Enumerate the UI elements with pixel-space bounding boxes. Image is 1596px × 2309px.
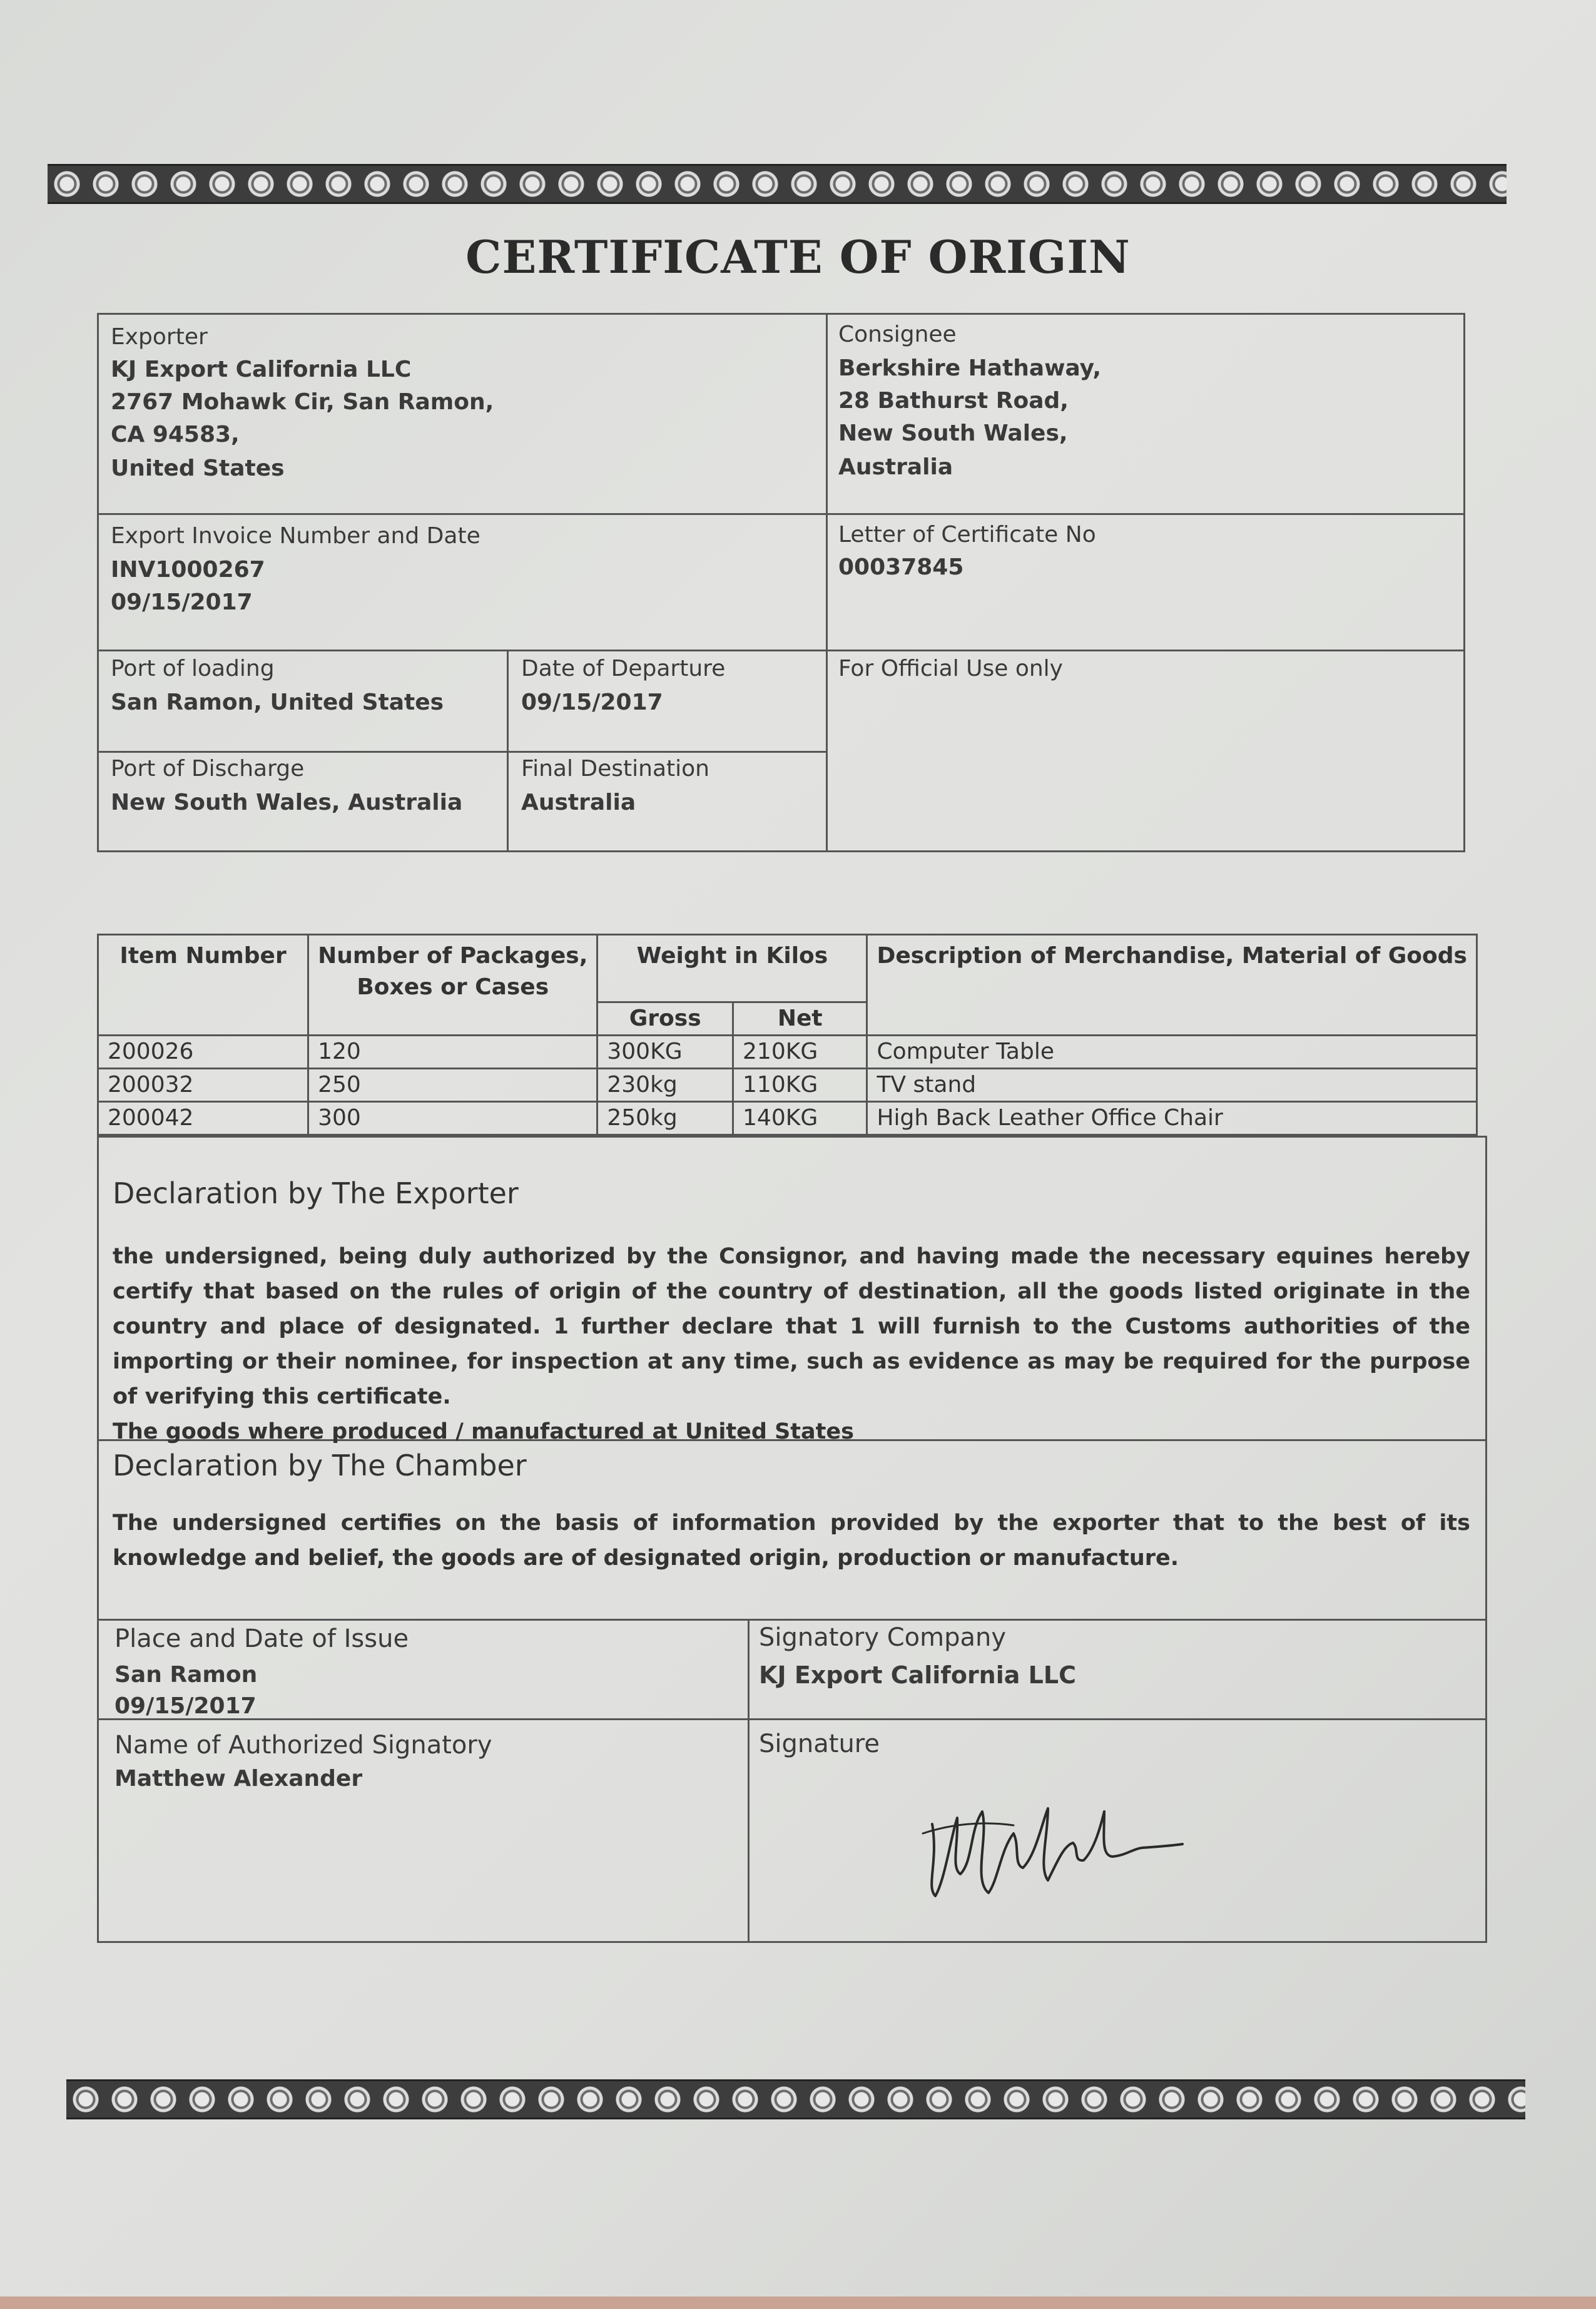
consignee-address-2: New South Wales, xyxy=(838,421,1068,446)
cell-description: High Back Leather Office Chair xyxy=(867,1102,1477,1135)
exporter-address-2: CA 94583, xyxy=(111,422,240,447)
issue-place: San Ramon xyxy=(114,1662,258,1688)
cell-packages: 250 xyxy=(308,1069,597,1102)
decorative-top-border xyxy=(48,164,1507,204)
cell-item: 200042 xyxy=(98,1102,308,1135)
final-destination-value: Australia xyxy=(521,790,636,815)
authorized-signatory-name: Matthew Alexander xyxy=(114,1766,363,1792)
chamber-declaration-text: The undersigned certifies on the basis of information provided by the exporter that to the best of its knowledge and belief, the goods are of designated origin, production or manufacture. xyxy=(113,1511,1470,1571)
cell-description: Computer Table xyxy=(867,1036,1477,1069)
official-use-label: For Official Use only xyxy=(838,656,1063,681)
header-packages-line-2: Boxes or Cases xyxy=(357,974,549,1000)
header-net: Net xyxy=(733,1002,867,1036)
departure-label: Date of Departure xyxy=(521,656,726,681)
exporter-declaration-body: the undersigned, being duly authorized by the Consignor, and having made the necessary equines hereby certify that based on the rules of origin of the country of destination, all the goods listed originate in the country and place of designated. 1 further declare that 1 will furnish to the Customs authorities of the importing or their nominee, for inspection at any time, such as evidence as may be required for the purpose of verifying this certificate. xyxy=(113,1244,1470,1409)
header-gross: Gross xyxy=(597,1002,733,1036)
authorized-signatory-label: Name of Authorized Signatory xyxy=(114,1731,492,1760)
cell-net: 110KG xyxy=(733,1069,867,1102)
exporter-address-1: 2767 Mohawk Cir, San Ramon, xyxy=(111,389,494,415)
signatory-company-label: Signatory Company xyxy=(759,1623,1007,1652)
cell-description: TV stand xyxy=(867,1069,1477,1102)
port-discharge-label: Port of Discharge xyxy=(111,756,305,782)
signature-label: Signature xyxy=(759,1730,880,1758)
header-packages-line-1: Number of Packages, xyxy=(318,943,588,969)
port-discharge-value: New South Wales, Australia xyxy=(111,790,463,815)
port-loading-value: San Ramon, United States xyxy=(111,690,444,715)
invoice-number: INV1000267 xyxy=(111,557,265,583)
table-row xyxy=(98,1036,1477,1069)
departure-date: 09/15/2017 xyxy=(521,690,663,715)
items-table xyxy=(97,934,1478,1136)
exporter-declaration-title: Declaration by The Exporter xyxy=(113,1176,519,1210)
exporter-declaration-produced: The goods where produced / manufactured at United States xyxy=(113,1419,854,1444)
cell-item: 200032 xyxy=(98,1069,308,1102)
exporter-declaration-text xyxy=(113,1239,1470,1449)
header-weight: Weight in Kilos xyxy=(597,935,867,1002)
header-packages xyxy=(308,935,597,1036)
exporter-label: Exporter xyxy=(111,324,208,350)
cell-packages: 120 xyxy=(308,1036,597,1069)
header-description: Description of Merchandise, Material of Goods xyxy=(867,935,1477,1036)
exporter-name: KJ Export California LLC xyxy=(111,357,412,382)
issue-label: Place and Date of Issue xyxy=(114,1624,409,1653)
page-title: CERTIFICATE OF ORIGIN xyxy=(465,230,1131,283)
table-row xyxy=(98,1069,1477,1102)
letter-certificate-number: 00037845 xyxy=(838,554,964,580)
final-destination-label: Final Destination xyxy=(521,756,709,782)
table-row xyxy=(98,1102,1477,1135)
cell-gross: 300KG xyxy=(597,1036,733,1069)
consignee-label: Consignee xyxy=(838,322,957,347)
invoice-date: 09/15/2017 xyxy=(111,589,253,615)
letter-certificate-label: Letter of Certificate No xyxy=(838,522,1096,548)
cell-net: 210KG xyxy=(733,1036,867,1069)
chamber-declaration-title: Declaration by The Chamber xyxy=(113,1449,527,1482)
cell-item: 200026 xyxy=(98,1036,308,1069)
port-loading-label: Port of loading xyxy=(111,656,275,681)
header-item-number: Item Number xyxy=(98,935,308,1036)
issue-date: 09/15/2017 xyxy=(114,1693,257,1719)
cell-net: 140KG xyxy=(733,1102,867,1135)
handwritten-signature xyxy=(913,1787,1189,1912)
consignee-name: Berkshire Hathaway, xyxy=(838,355,1101,381)
invoice-label: Export Invoice Number and Date xyxy=(111,523,480,549)
cell-gross: 230kg xyxy=(597,1069,733,1102)
cell-packages: 300 xyxy=(308,1102,597,1135)
cell-gross: 250kg xyxy=(597,1102,733,1135)
signatory-company-value: KJ Export California LLC xyxy=(759,1661,1076,1689)
decorative-bottom-border xyxy=(66,2079,1525,2119)
consignee-country: Australia xyxy=(838,454,953,480)
consignee-address-1: 28 Bathurst Road, xyxy=(838,388,1069,414)
exporter-country: United States xyxy=(111,456,285,481)
